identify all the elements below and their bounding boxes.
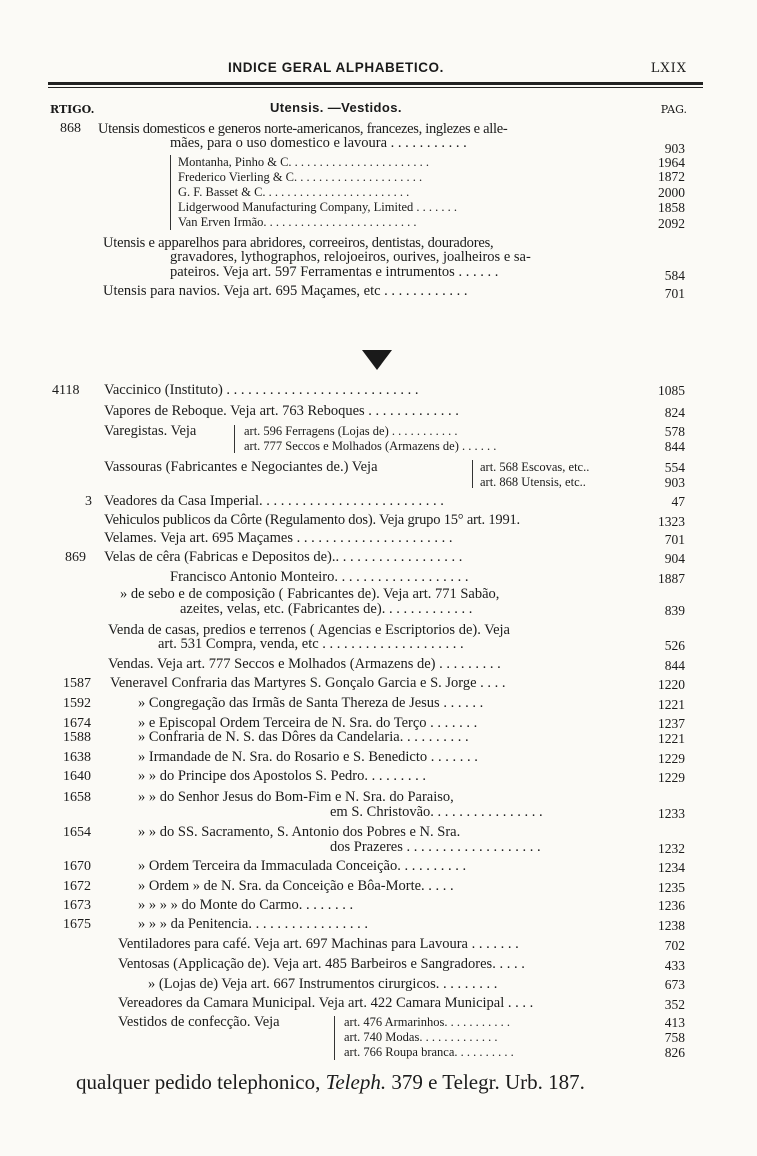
entry-subtext: art. 868 Utensis, etc.. [480, 475, 586, 489]
entry-number: 868 [60, 121, 81, 136]
entry-page: 1323 [658, 514, 685, 529]
entry-text: » » » » do Monte do Carmo. . . . . . . . [138, 897, 354, 913]
entry-text: pateiros. Veja art. 597 Ferramentas e intrumentos . . . . . . [170, 264, 499, 280]
entry-number: 3 [85, 494, 92, 509]
brace [334, 1016, 335, 1060]
entry-text: Veadores da Casa Imperial. . . . . . . . . . . . . . . . . . . . . . . . . . [104, 493, 444, 509]
entry-text: Velas de cêra (Fabricas e Depositos de).. . . . . . . . . . . . . . . . . . [104, 549, 463, 565]
entry-number: 1640 [63, 769, 91, 784]
header-rule-thin [48, 87, 703, 88]
header-rule-thick [48, 82, 703, 85]
footer-text: 379 e Telegr. Urb. 187. [386, 1070, 585, 1094]
section-heading: Utensis. —Vestidos. [270, 100, 402, 115]
entry-number: 1672 [63, 879, 91, 894]
entry-text: dos Prazeres . . . . . . . . . . . . . . . . . . . [330, 839, 541, 855]
supplier-page: 1858 [658, 200, 685, 215]
page-title: INDICE GERAL ALPHABETICO. [228, 60, 445, 75]
entry-text: Varegistas. Veja [104, 423, 197, 439]
entry-text: Venda de casas, predios e terrenos ( Agencias e Escriptorios de). Veja [108, 622, 510, 638]
supplier-name: Van Erven Irmão. . . . . . . . . . . . . . . . . . . . . . . . . [178, 215, 417, 229]
entry-text: Vaccinico (Instituto) . . . . . . . . . . . . . . . . . . . . . . . . . . . [104, 382, 419, 398]
entry-text: » Ordem » de N. Sra. da Conceição e Bôa-Morte. . . . . [138, 878, 454, 894]
entry-text: azeites, velas, etc. (Fabricantes de). . . . . . . . . . . . . [180, 601, 473, 617]
entry-page: 904 [664, 551, 685, 566]
brace [472, 460, 473, 488]
entry-text: » de sebo e de composição ( Fabricantes de). Veja art. 771 Sabão, [120, 586, 500, 602]
brace [234, 425, 235, 453]
entry-text: em S. Christovão. . . . . . . . . . . . . . . . [330, 804, 543, 820]
entry-page: 1887 [658, 571, 685, 586]
entry-page: 584 [664, 268, 685, 283]
entry-text: Utensis para navios. Veja art. 695 Maçames, etc . . . . . . . . . . . . [103, 283, 468, 299]
column-label-page: PAG. [660, 103, 687, 116]
entry-page: 1234 [658, 860, 685, 875]
entry-text: art. 531 Compra, venda, etc . . . . . . . . . . . . . . . . . . . . [158, 636, 464, 652]
entry-text: » » do Principe dos Apostolos S. Pedro. . . . . . . . . [138, 768, 426, 784]
entry-subtext: art. 476 Armarinhos. . . . . . . . . . . [344, 1015, 510, 1029]
entry-page: 1221 [658, 697, 685, 712]
entry-number: 1675 [63, 917, 91, 932]
entry-text: » » do SS. Sacramento, S. Antonio dos Pobres e N. Sra. [138, 824, 461, 840]
entry-text: Vapores de Reboque. Veja art. 763 Reboques . . . . . . . . . . . . . [104, 403, 459, 419]
entry-number: 1588 [63, 730, 91, 745]
entry-text: Vassouras (Fabricantes e Negociantes de.) Veja [104, 459, 378, 475]
brace [170, 155, 171, 230]
entry-number: 869 [65, 550, 86, 565]
entry-page: 1238 [658, 918, 685, 933]
entry-text: Ventosas (Applicação de). Veja art. 485 Barbeiros e Sangradores. . . . . [118, 956, 525, 972]
entry-text: » » » da Penitencia. . . . . . . . . . . . . . . . . [138, 916, 368, 932]
entry-number: 4118 [52, 383, 80, 398]
entry-text: Velames. Veja art. 695 Maçames . . . . . . . . . . . . . . . . . . . . . . [104, 530, 453, 546]
section-letter-v [362, 350, 392, 370]
entry-page: 1229 [658, 770, 685, 785]
entry-text: Vestidos de confecção. Veja [118, 1014, 280, 1030]
entry-text: » e Episcopal Ordem Terceira de N. Sra. do Terço . . . . . . . [138, 715, 478, 731]
column-label-article: RTIGO. [50, 103, 95, 116]
supplier-page: 1964 [658, 155, 685, 170]
entry-text: Utensis domesticos e generos norte-americanos, francezes, inglezes e alle- [98, 121, 508, 137]
entry-number: 1674 [63, 716, 91, 731]
supplier-name: Frederico Vierling & C. . . . . . . . . . . . . . . . . . . . . [178, 170, 423, 184]
entry-page: 844 [664, 439, 685, 454]
entry-subtext: art. 777 Seccos e Molhados (Armazens de) . . . . . . [244, 439, 497, 453]
footer-text: qualquer pedido telephonico, [76, 1070, 326, 1094]
entry-page: 1236 [658, 898, 685, 913]
entry-page: 824 [664, 405, 685, 420]
entry-subtext: art. 766 Roupa branca. . . . . . . . . . [344, 1045, 514, 1059]
entry-page: 1085 [658, 383, 685, 398]
entry-page: 352 [664, 997, 685, 1012]
entry-page: 1235 [658, 880, 685, 895]
entry-number: 1670 [63, 859, 91, 874]
entry-page: 433 [664, 958, 685, 973]
entry-text: gravadores, lythographos, relojoeiros, ourives, joalheiros e sa- [170, 249, 531, 265]
entry-page: 47 [671, 494, 685, 509]
entry-page: 413 [664, 1015, 685, 1030]
entry-page: 701 [664, 532, 685, 547]
entry-page: 1220 [658, 677, 685, 692]
supplier-page: 2092 [658, 216, 685, 231]
footer-note [76, 1070, 585, 1095]
entry-number: 1658 [63, 790, 91, 805]
supplier-name: G. F. Basset & C. . . . . . . . . . . . . . . . . . . . . . . . [178, 185, 410, 199]
entry-subtext: art. 596 Ferragens (Lojas de) . . . . . . . . . . . [244, 424, 458, 438]
entry-number: 1654 [63, 825, 91, 840]
supplier-name: Lidgerwood Manufacturing Company, Limited . . . . . . . [178, 200, 457, 214]
entry-page: 844 [664, 658, 685, 673]
entry-text: Vendas. Veja art. 777 Seccos e Molhados (Armazens de) . . . . . . . . . [108, 656, 501, 672]
entry-page: 839 [664, 603, 685, 618]
supplier-page: 1872 [658, 169, 685, 184]
entry-text: » Irmandade de N. Sra. do Rosario e S. Benedicto . . . . . . . [138, 749, 478, 765]
entry-page: 1237 [658, 716, 685, 731]
entry-page: 903 [664, 475, 685, 490]
entry-text: » Confraria de N. S. das Dôres da Candelaria. . . . . . . . . . [138, 729, 469, 745]
entry-number: 1673 [63, 898, 91, 913]
entry-text: Utensis e apparelhos para abridores, correeiros, dentistas, douradores, [103, 235, 494, 251]
entry-text: » » do Senhor Jesus do Bom-Fim e N. Sra. do Paraiso, [138, 789, 454, 805]
entry-text: mães, para o uso domestico e lavoura . . . . . . . . . . . [170, 135, 467, 151]
entry-page: 526 [664, 638, 685, 653]
entry-number: 1638 [63, 750, 91, 765]
entry-text: Ventiladores para café. Veja art. 697 Machinas para Lavoura . . . . . . . [118, 936, 519, 952]
entry-text: Veneravel Confraria das Martyres S. Gonçalo Garcia e S. Jorge . . . . [110, 675, 506, 691]
entry-page: 1229 [658, 751, 685, 766]
entry-text: Francisco Antonio Monteiro. . . . . . . . . . . . . . . . . . . [170, 569, 469, 585]
entry-page: 1221 [658, 731, 685, 746]
entry-subtext: art. 568 Escovas, etc.. [480, 460, 590, 474]
entry-page: 578 [664, 424, 685, 439]
entry-text: » Ordem Terceira da Immaculada Conceição. . . . . . . . . . [138, 858, 467, 874]
entry-page: 673 [664, 977, 685, 992]
supplier-name: Montanha, Pinho & C. . . . . . . . . . . . . . . . . . . . . . . [178, 155, 430, 169]
entry-page: 903 [664, 141, 685, 156]
entry-page: 701 [664, 286, 685, 301]
entry-page: 702 [664, 938, 685, 953]
entry-subtext: art. 740 Modas. . . . . . . . . . . . . [344, 1030, 498, 1044]
entry-page: 826 [664, 1045, 685, 1060]
footer-italic: Teleph. [325, 1070, 387, 1094]
entry-page: 1233 [658, 806, 685, 821]
page-number: LXIX [650, 61, 687, 76]
entry-number: 1592 [63, 696, 91, 711]
entry-text: » (Lojas de) Veja art. 667 Instrumentos cirurgicos. . . . . . . . . [148, 976, 498, 992]
supplier-page: 2000 [658, 185, 685, 200]
entry-page: 758 [664, 1030, 685, 1045]
entry-text: Vereadores da Camara Municipal. Veja art. 422 Camara Municipal . . . . [118, 995, 534, 1011]
entry-text: » Congregação das Irmãs de Santa Thereza de Jesus . . . . . . [138, 695, 484, 711]
entry-page: 554 [664, 460, 685, 475]
entry-number: 1587 [63, 676, 91, 691]
entry-page: 1232 [658, 841, 685, 856]
entry-text: Vehiculos publicos da Côrte (Regulamento dos). Veja grupo 15° art. 1991. [104, 512, 520, 528]
